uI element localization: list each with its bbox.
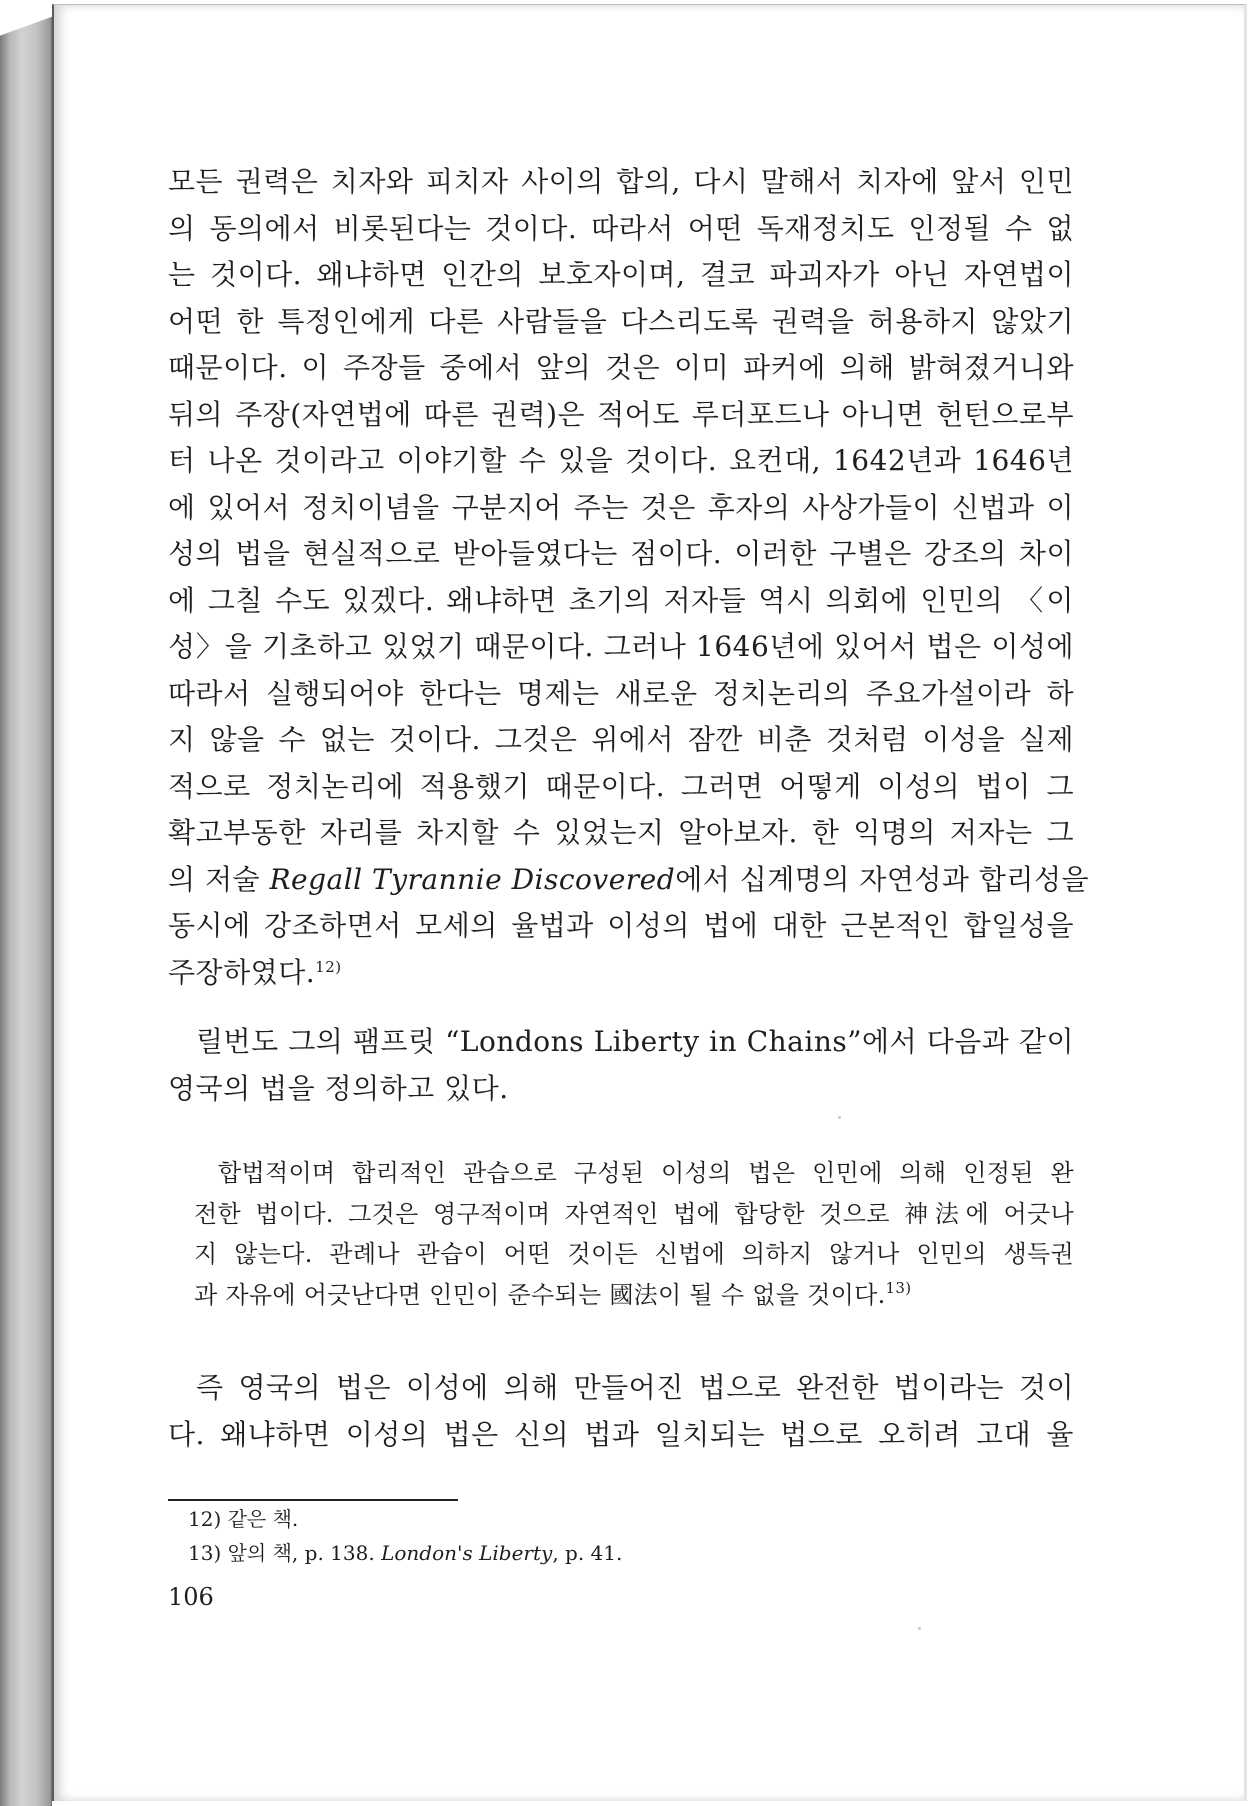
text-fragment: 주장하였다. bbox=[168, 955, 316, 989]
footnote-reference-13[interactable]: 13) bbox=[885, 1278, 912, 1297]
text-line: 터 나온 것이라고 이야기할 수 있을 것이다. 요컨대, 1642년과 1646년 bbox=[168, 444, 1074, 477]
text-line: 지 않을 수 없는 것이다. 그것은 위에서 잠깐 비춘 것처럼 이성을 실제 bbox=[168, 723, 1074, 756]
footnote-12: 12) 같은 책. bbox=[188, 1507, 299, 1531]
text-line: 동시에 강조하면서 모세의 율법과 이성의 법에 대한 근본적인 합일성을 bbox=[168, 909, 1074, 942]
quote-line: 지 않는다. 관례나 관습이 어떤 것이든 신법에 의하지 않거나 인민의 생득권 bbox=[194, 1240, 1074, 1268]
book-page bbox=[52, 4, 1247, 1801]
text-fragment: 13) 앞의 책, p. 138. bbox=[188, 1541, 382, 1565]
quote-line: 전한 법이다. 그것은 영구적이며 자연적인 법에 합당한 것으로 神法에 어긋나 bbox=[194, 1199, 1074, 1228]
text-line: 의 동의에서 비롯된다는 것이다. 따라서 어떤 독재정치도 인정될 수 없 bbox=[168, 211, 1074, 245]
text-line: 확고부동한 자리를 차지할 수 있었는지 알아보자. 한 익명의 저자는 그 bbox=[168, 816, 1074, 849]
work-title: Regall Tyrannie Discovered bbox=[269, 862, 676, 896]
body-paragraph-3 bbox=[168, 1365, 1074, 1458]
text-line: 성〉을 기초하고 있었기 때문이다. 그러나 1646년에 있어서 법은 이성에 bbox=[168, 630, 1074, 663]
text-line: 는 것이다. 왜냐하면 인간의 보호자이며, 결코 파괴자가 아닌 자연법이 bbox=[168, 258, 1074, 291]
text-line: 릴번도 그의 팸프릿 “Londons Liberty in Chains”에서 다음과 같이 bbox=[196, 1025, 1074, 1058]
text-line: 다. 왜냐하면 이성의 법은 신의 법과 일치되는 법으로 오히려 고대 율 bbox=[168, 1417, 1074, 1451]
text-fragment: , p. 41. bbox=[552, 1541, 623, 1565]
text-fragment: 에서 십계명의 자연성과 합리성을 bbox=[675, 862, 1090, 896]
body-paragraph-1 bbox=[168, 159, 1090, 996]
text-line: 따라서 실행되어야 한다는 명제는 새로운 정치논리의 주요가설이라 하 bbox=[168, 676, 1074, 710]
quote-line: 합법적이며 합리적인 관습으로 구성된 이성의 법은 인민에 의해 인정된 완 bbox=[218, 1159, 1074, 1187]
footnote-13 bbox=[188, 1536, 988, 1570]
book-corner bbox=[0, 0, 52, 40]
page-number: 106 bbox=[168, 1583, 214, 1611]
text-line: 적으로 정치논리에 적용했기 때문이다. 그러면 어떻게 이성의 법이 그 bbox=[168, 769, 1074, 803]
block-quote bbox=[194, 1153, 1074, 1315]
text-line: 에 그칠 수도 있겠다. 왜냐하면 초기의 저자들 역시 의회에 인민의 〈이 bbox=[168, 583, 1074, 617]
text-line bbox=[168, 950, 1074, 997]
footnote-work-title: London's Liberty bbox=[381, 1541, 553, 1565]
text-line: 때문이다. 이 주장들 중에서 앞의 것은 이미 파커에 의해 밝혀졌거니와 bbox=[168, 351, 1074, 384]
text-fragment: 과 자유에 어긋난다면 인민이 준수되는 國法이 될 수 없을 것이다. bbox=[194, 1280, 886, 1309]
text-line: 어떤 한 특정인에게 다른 사람들을 다스리도록 권력을 허용하지 않았기 bbox=[168, 304, 1074, 338]
footnotes bbox=[188, 1502, 988, 1570]
text-line: 뒤의 주장(자연법에 따른 권력)은 적어도 루더포드나 아니면 헌턴으로부 bbox=[168, 397, 1074, 431]
quote-line bbox=[194, 1275, 1074, 1316]
text-line: 모든 권력은 치자와 피치자 사이의 합의, 다시 말해서 치자에 앞서 인민 bbox=[168, 165, 1074, 198]
text-line: 성의 법을 현실적으로 받아들였다는 점이다. 이러한 구별은 강조의 차이 bbox=[168, 537, 1074, 570]
text-line-with-title bbox=[168, 857, 1090, 904]
footnote-divider bbox=[168, 1499, 458, 1501]
text-line: 영국의 법을 정의하고 있다. bbox=[168, 1071, 509, 1105]
text-fragment: 의 저술 bbox=[168, 862, 270, 896]
paper-speck bbox=[918, 1627, 921, 1630]
paper-speck bbox=[838, 1116, 841, 1119]
body-paragraph-2 bbox=[168, 1019, 1074, 1112]
footnote-reference-12[interactable]: 12) bbox=[315, 957, 342, 976]
text-line: 에 있어서 정치이념을 구분지어 주는 것은 후자의 사상가들이 신법과 이 bbox=[168, 490, 1074, 524]
book-spine-edge bbox=[0, 0, 52, 1806]
text-line: 즉 영국의 법은 이성에 의해 만들어진 법으로 완전한 법이라는 것이 bbox=[196, 1371, 1074, 1404]
